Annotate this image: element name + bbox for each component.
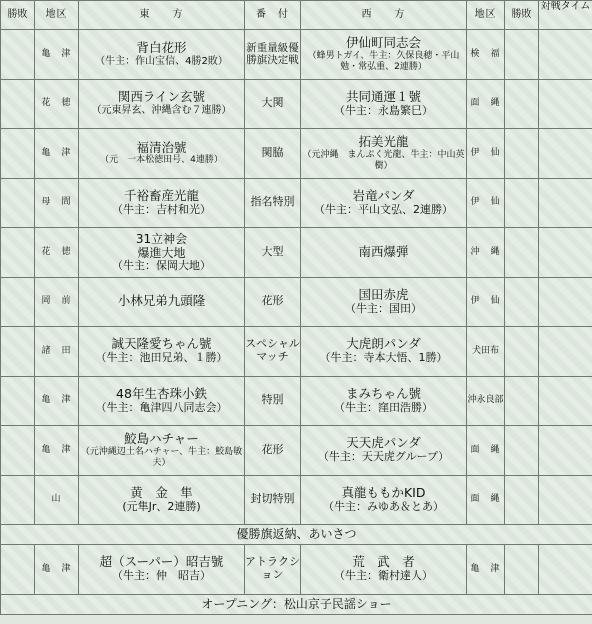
east-name: 千裕畜産光龍 — [123, 187, 199, 203]
east-name: 48年生杏珠小鉄 — [116, 385, 207, 401]
east-owner: （元沖縄辺土名ハチャー、牛主：鮫島敏夫） — [80, 447, 243, 468]
west-name: まみちゃん號 — [345, 385, 421, 401]
west-name: 荒 武 者 — [352, 554, 415, 570]
rank-cell: 大関 — [245, 79, 301, 129]
win-right-cell — [505, 129, 539, 179]
time-cell — [539, 30, 592, 80]
win-right-cell — [505, 376, 539, 426]
west-area: 沖永良部 — [467, 376, 505, 426]
west-cell — [301, 475, 467, 525]
west-cell — [301, 228, 467, 278]
west-name: 真龍ももかKID — [341, 484, 426, 500]
west-cell — [301, 178, 467, 228]
east-name: 関西ライン玄號 — [117, 89, 206, 105]
east-cell — [79, 178, 245, 228]
win-right-cell — [505, 545, 539, 595]
rank-cell: アトラクション — [245, 545, 301, 595]
east-cell — [79, 475, 245, 525]
win-right-cell — [505, 228, 539, 278]
east-owner: （牛主：作山宝信、4勝2敗） — [95, 55, 228, 67]
east-owner: （牛主：亀津四八同志会） — [95, 400, 228, 414]
west-area: 犬田布 — [467, 327, 505, 377]
east-area: 岡 前 — [35, 277, 79, 327]
east-owner: （牛主：吉村和光） — [112, 202, 211, 216]
east-owner: (元隼Jr、2連勝) — [122, 499, 201, 513]
east-name: 福清治號 — [136, 139, 187, 155]
west-area: 面 縄 — [467, 475, 505, 525]
header-rank: 番 付 — [245, 1, 301, 30]
time-cell — [539, 376, 592, 426]
east-owner: （元東昇玄、沖縄含む７連勝） — [91, 105, 232, 117]
east-name: 31立神会 — [135, 231, 188, 246]
interlude-row — [1, 525, 592, 545]
table-row — [1, 426, 592, 476]
west-name: 岩竜パンダ — [352, 187, 415, 203]
west-area: 面 縄 — [467, 79, 505, 129]
east-area: 諸 田 — [35, 327, 79, 377]
west-area: 面 縄 — [467, 426, 505, 476]
west-cell — [301, 129, 467, 179]
time-cell — [539, 426, 592, 476]
time-cell — [539, 277, 592, 327]
west-owner: （牛主：みゆあ＆とあ） — [323, 499, 444, 513]
rank-cell: スペシャルマッチ — [245, 327, 301, 377]
west-cell — [301, 277, 467, 327]
rank-cell: 大型 — [245, 228, 301, 278]
east-area: 亀 津 — [35, 426, 79, 476]
east-cell — [79, 30, 245, 80]
east-owner: （牛主：保岡大地） — [112, 258, 211, 272]
east-area: 亀 津 — [35, 376, 79, 426]
win-right-cell — [505, 327, 539, 377]
rank-cell: 花形 — [245, 277, 301, 327]
table-row — [1, 129, 592, 179]
west-name: 共同通運１號 — [345, 88, 421, 104]
table-row — [1, 475, 592, 525]
header-win-left: 勝敗 — [1, 1, 35, 30]
rank-cell: 花形 — [245, 426, 301, 476]
east-cell — [79, 327, 245, 377]
opening-row — [1, 594, 592, 614]
west-name: 国田赤虎 — [358, 286, 409, 302]
west-cell — [301, 545, 467, 595]
win-left-cell — [1, 277, 35, 327]
interlude-text: 優勝旗返納、あいさつ — [1, 525, 592, 545]
win-right-cell — [505, 475, 539, 525]
east-area: 亀 津 — [35, 30, 79, 80]
win-right-cell — [505, 277, 539, 327]
east-name: 黄 金 隼 — [130, 484, 193, 500]
east-cell — [79, 376, 245, 426]
east-area: 花 徳 — [35, 228, 79, 278]
west-owner: （牛主：永島繁巳） — [334, 103, 433, 117]
west-area: 亀 津 — [467, 545, 505, 595]
east-area: 亀 津 — [35, 129, 79, 179]
time-cell — [539, 129, 592, 179]
win-left-cell — [1, 426, 35, 476]
rank-cell: 新重量級優勝旗決定戦 — [245, 30, 301, 80]
attraction-row — [1, 545, 592, 595]
win-left-cell — [1, 545, 35, 595]
win-right-cell — [505, 79, 539, 129]
win-right-cell — [505, 178, 539, 228]
east-owner: （牛主：仲 昭吉） — [112, 569, 211, 583]
header-area-right: 地区 — [467, 1, 505, 30]
win-left-cell — [1, 178, 35, 228]
east-cell — [79, 545, 245, 595]
time-cell — [539, 475, 592, 525]
west-area: 沖 縄 — [467, 228, 505, 278]
header-area-left: 地区 — [35, 1, 79, 30]
east-owner: （元 一本松徳田号、4連勝） — [100, 155, 223, 166]
header-time: 対戦タイム — [539, 1, 592, 30]
table-row — [1, 79, 592, 129]
east-cell — [79, 228, 245, 278]
win-left-cell — [1, 376, 35, 426]
table-row — [1, 30, 592, 80]
east-name: 背白花形 — [136, 39, 187, 55]
rank-cell: 指名特別 — [245, 178, 301, 228]
win-left-cell — [1, 30, 35, 80]
west-owner: （蜂男トガイ、牛主：久保良穂・平山勉・常弘重、2連勝） — [307, 51, 460, 72]
header-west: 西 方 — [301, 1, 467, 30]
east-area: 亀 津 — [35, 545, 79, 595]
east-area: 花 徳 — [35, 79, 79, 129]
east-area: 山 — [35, 475, 79, 525]
win-left-cell — [1, 129, 35, 179]
table-row — [1, 277, 592, 327]
header-win-right: 勝敗 — [505, 1, 539, 30]
west-area: 伊 仙 — [467, 129, 505, 179]
east-area: 母 間 — [35, 178, 79, 228]
time-cell — [539, 178, 592, 228]
opening-text: オープニング：松山京子民謡ショー — [1, 594, 592, 614]
win-left-cell — [1, 327, 35, 377]
east-cell — [79, 79, 245, 129]
win-left-cell — [1, 475, 35, 525]
win-left-cell — [1, 228, 35, 278]
east-name: 誠天隆愛ちゃん號 — [111, 336, 212, 352]
table-row — [1, 376, 592, 426]
win-left-cell — [1, 79, 35, 129]
east-cell — [79, 277, 245, 327]
table-row — [1, 327, 592, 377]
west-owner: （元沖縄 まんぷく光龍、牛主：中山英樹） — [302, 150, 465, 171]
east-name-2: 爆進大地 — [137, 245, 186, 260]
table-row — [1, 178, 592, 228]
win-right-cell — [505, 30, 539, 80]
west-name: 天天虎パンダ — [346, 435, 421, 451]
west-name: 大虎朗パンダ — [346, 336, 421, 352]
west-name: 拓美光龍 — [358, 134, 409, 150]
west-owner: （牛主：窪田浩勝） — [334, 400, 433, 414]
header-row — [1, 1, 592, 30]
west-cell — [301, 30, 467, 80]
rank-cell: 封切特別 — [245, 475, 301, 525]
east-owner: （牛主：池田兄弟、１勝） — [95, 351, 228, 365]
rank-cell: 特別 — [245, 376, 301, 426]
west-owner: （牛主：寺本大悟、1勝） — [319, 351, 448, 365]
west-cell — [301, 327, 467, 377]
west-area: 伊 仙 — [467, 277, 505, 327]
west-owner: （牛主：平山文弘、2連勝） — [314, 202, 453, 216]
east-name: 超（スーパー）昭吉號 — [99, 554, 224, 570]
east-name: 小林兄弟九頭隆 — [117, 293, 206, 309]
time-cell — [539, 228, 592, 278]
west-name: 伊仙町同志会 — [345, 35, 421, 51]
west-cell — [301, 426, 467, 476]
west-cell — [301, 79, 467, 129]
west-area: 検 福 — [467, 30, 505, 80]
header-east: 東 方 — [79, 1, 245, 30]
west-area: 伊 仙 — [467, 178, 505, 228]
east-name: 鮫島ハチャー — [124, 431, 199, 447]
time-cell — [539, 327, 592, 377]
time-cell — [539, 79, 592, 129]
rank-cell: 関脇 — [245, 129, 301, 179]
table-row — [1, 228, 592, 278]
west-owner: （牛主：国田） — [345, 301, 422, 315]
win-right-cell — [505, 426, 539, 476]
time-cell — [539, 545, 592, 595]
west-owner: （牛主：衛村達人） — [334, 569, 433, 583]
west-owner: （牛主：天天虎グループ） — [317, 450, 450, 464]
east-cell — [79, 426, 245, 476]
west-cell — [301, 376, 467, 426]
west-name: 南西爆弾 — [358, 243, 409, 259]
east-cell — [79, 129, 245, 179]
